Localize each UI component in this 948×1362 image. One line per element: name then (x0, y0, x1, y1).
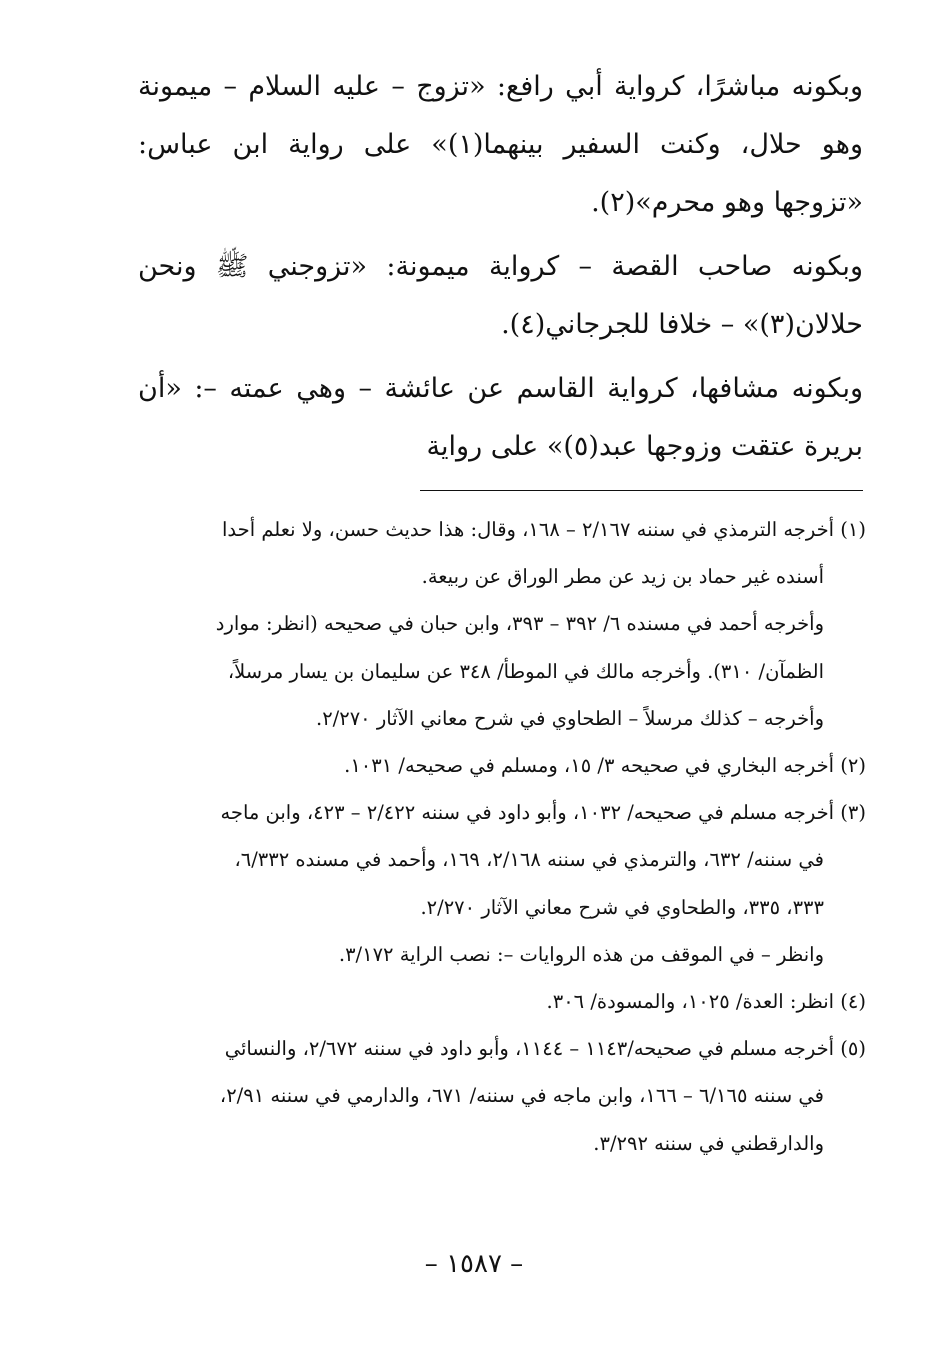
footnotes (138, 506, 866, 1167)
footnote-line: (١) أخرجه الترمذي في سننه ٢/١٦٧ – ١٦٨، وقال: هذا حديث حسن، ولا نعلم أحدا (222, 518, 866, 541)
main-paragraph: وبكونه مشافها، كرواية القاسم عن عائشة – وهي عمته –: «أن بريرة عتقت وزوجها عبد(٥)» على رواية (138, 373, 863, 462)
main-text (138, 58, 863, 482)
footnote-line: في سننه ٦/١٦٥ – ١٦٦، وابن ماجه في سننه/ ٦٧١، والدارمي في سننه ٢/٩١، (219, 1084, 824, 1108)
footnote-line: الظمآن/ ٣١٠). وأخرجه مالك في الموطأ/ ٣٤٨ عن سليمان بن يسار مرسلاً، (227, 659, 824, 683)
footnote-5 (138, 1025, 866, 1167)
footnote-line: أسنده غير حماد بن زيد عن مطر الوراق عن ربيعة. (421, 565, 824, 589)
footnote-3 (138, 789, 866, 978)
main-paragraph: وبكونه صاحب القصة – كرواية ميمونة: «تزوجني ﷺ ونحن حلالان(٣)» – خلافا للجرجاني(٤). (138, 251, 863, 340)
main-paragraph: وبكونه مباشرًا، كرواية أبي رافع: «تزوج – عليه السلام – ميمونة وهو حلال، وكنت السفير بينهما(١)» على رواية ابن عباس: «تزوجها وهو محرم»(٢). (138, 71, 863, 218)
footnote-line: والدارقطني في سننه ٣/٢٩٢. (593, 1131, 824, 1155)
footnote-line: (٥) أخرجه مسلم في صحيحه/١١٤٣ – ١١٤٤، وأبو داود في سننه ٢/٦٧٢، والنسائي (224, 1037, 866, 1061)
footnote-2 (138, 742, 866, 789)
footnote-1 (138, 506, 866, 742)
footnote-line: (٢) أخرجه البخاري في صحيحه ٣/ ١٥، ومسلم في صحيحه/ ١٠٣١. (344, 754, 866, 778)
footnote-line: ٣٣٣، ٣٣٥، والطحاوي في شرح معاني الآثار ٢/٢٧٠. (420, 895, 824, 919)
footnote-4 (138, 978, 866, 1025)
footnote-line: وانظر – في الموقف من هذه الروايات –: نصب الراية ٣/١٧٢. (338, 942, 824, 966)
footnote-line: في سننه/ ٦٣٢، والترمذي في سننه ٢/١٦٨، ١٦٩، وأحمد في مسنده ٦/٣٣٢، (234, 848, 824, 872)
footnote-line: وأخرجه أحمد في مسنده ٦/ ٣٩٢ – ٣٩٣، وابن حبان في صحيحه (انظر: موارد (215, 612, 824, 636)
footnote-divider (420, 490, 863, 491)
page-number: – ١٥٨٧ – (424, 1249, 524, 1279)
footnote-line: (٤) انظر: العدة/ ١٠٢٥، والمسودة/ ٣٠٦. (546, 990, 866, 1014)
footnote-line: (٣) أخرجه مسلم في صحيحه/ ١٠٣٢، وأبو داود في سننه ٢/٤٢٢ – ٤٢٣، وابن ماجه (220, 801, 866, 825)
footnote-line: وأخرجه – كذلك مرسلاً – الطحاوي في شرح معاني الآثار ٢/٢٧٠. (315, 706, 824, 730)
